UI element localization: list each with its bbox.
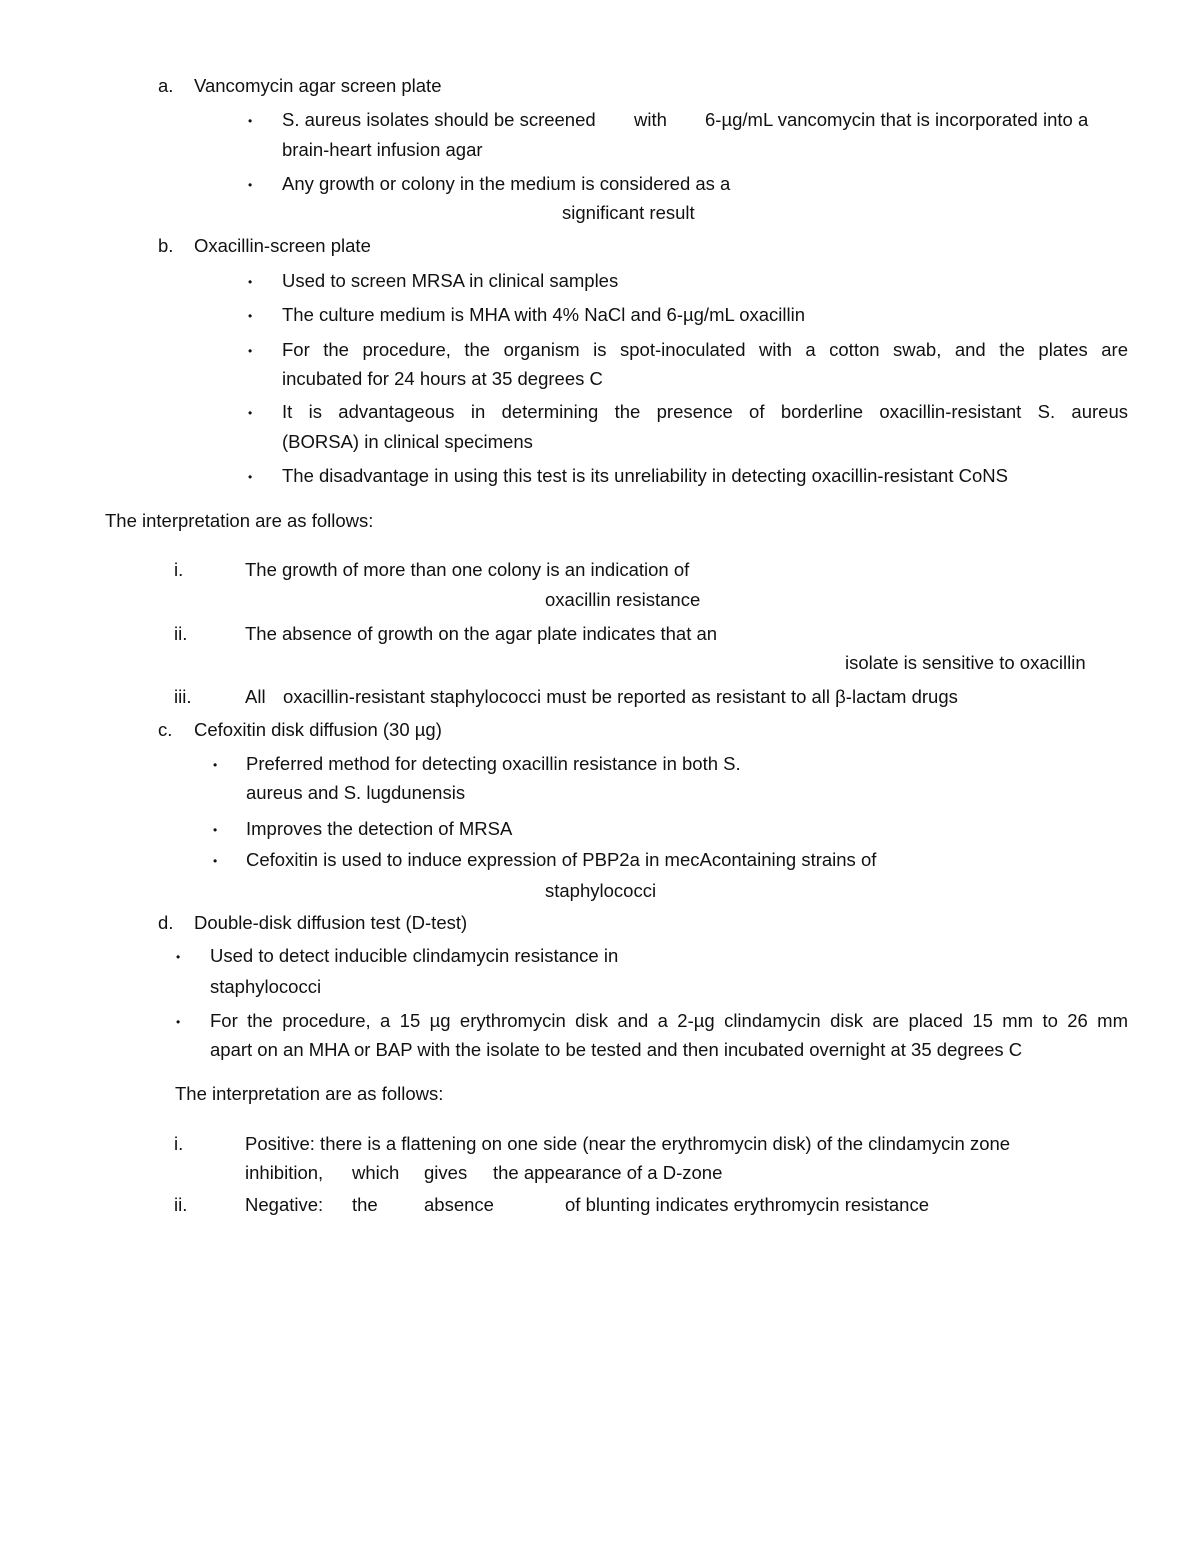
item-marker-iii: iii. (174, 686, 192, 707)
list-item-text: The culture medium is MHA with 4% NaCl and 6-µg/mL oxacillin (282, 304, 806, 325)
list-item-text: isolate is sensitive to oxacillin (845, 652, 1086, 673)
list-item-text: The growth of more than one colony is an indication of (245, 559, 690, 580)
bullet-icon: • (213, 758, 218, 772)
list-item-text: For the procedure, the organism is spot-inoculated with a cotton swab, and the plates are (282, 339, 1128, 360)
bullet-icon: • (248, 470, 253, 484)
list-item-text: oxacillin resistance (545, 589, 701, 610)
bullet-icon: • (248, 275, 253, 289)
bullet-icon: • (176, 950, 181, 964)
bullet-icon: • (248, 309, 253, 323)
interpretation-heading: The interpretation are as follows: (175, 1083, 444, 1104)
section-heading-vancomycin: Vancomycin agar screen plate (194, 75, 442, 96)
list-item-text: of blunting indicates erythromycin resistance (565, 1194, 930, 1215)
list-item-text: oxacillin-resistant staphylococci must be reported as resistant to all β-lactam drugs (283, 686, 958, 707)
interpretation-heading: The interpretation are as follows: (105, 510, 374, 531)
list-item-text: For the procedure, a 15 µg erythromycin disk and a 2-µg clindamycin disk are placed 15 mm to 26 mm (210, 1010, 1128, 1031)
list-item-text: Any growth or colony in the medium is considered as a (282, 173, 731, 194)
item-marker-i: i. (174, 559, 184, 580)
bullet-icon: • (248, 114, 253, 128)
bullet-icon: • (248, 178, 253, 192)
list-item-text: with (634, 109, 667, 130)
list-item-text: staphylococci (210, 976, 322, 997)
list-item-text: staphylococci (545, 880, 657, 901)
list-item-text: Preferred method for detecting oxacillin resistance in both S. (246, 753, 741, 774)
section-marker-a: a. (158, 75, 174, 96)
item-marker-i: i. (174, 1133, 184, 1154)
list-item-text: incubated for 24 hours at 35 degrees C (282, 368, 603, 389)
list-item-text: Improves the detection of MRSA (246, 818, 513, 839)
item-marker-ii: ii. (174, 623, 188, 644)
list-item-text: aureus and S. lugdunensis (246, 782, 466, 803)
item-marker-ii: ii. (174, 1194, 188, 1215)
list-item-text: The disadvantage in using this test is its unreliability in detecting oxacillin-resistant CoNS (282, 465, 1008, 486)
list-item-text: gives (424, 1162, 468, 1183)
section-heading-oxacillin: Oxacillin-screen plate (194, 235, 371, 256)
list-item-text: the (352, 1194, 378, 1215)
section-marker-d: d. (158, 912, 174, 933)
list-item-text: 6-µg/mL vancomycin that is incorporated into a (705, 109, 1089, 130)
list-item-text: S. aureus isolates should be screened (282, 109, 596, 130)
list-item-text: It is advantageous in determining the presence of borderline oxacillin-resistant S. aureus (282, 401, 1128, 422)
list-item-text: which (352, 1162, 400, 1183)
section-heading-dtest: Double-disk diffusion test (D-test) (194, 912, 468, 933)
list-item-text: Negative: (245, 1194, 324, 1215)
list-item-text: (BORSA) in clinical specimens (282, 431, 533, 452)
list-item-text: Used to screen MRSA in clinical samples (282, 270, 619, 291)
bullet-icon: • (248, 344, 253, 358)
list-item-text: absence (424, 1194, 494, 1215)
list-item-text: inhibition, (245, 1162, 324, 1183)
list-item-text: Positive: there is a flattening on one side (near the erythromycin disk) of the clindamycin zone (245, 1133, 1011, 1154)
section-marker-b: b. (158, 235, 174, 256)
list-item-text: significant result (562, 202, 695, 223)
list-item-text: Used to detect inducible clindamycin resistance in (210, 945, 619, 966)
bullet-icon: • (213, 854, 218, 868)
list-item-text: The absence of growth on the agar plate indicates that an (245, 623, 718, 644)
list-item-text: brain-heart infusion agar (282, 139, 483, 160)
list-item-text: Cefoxitin is used to induce expression of PBP2a in mecAcontaining strains of (246, 849, 877, 870)
section-heading-cefoxitin: Cefoxitin disk diffusion (30 µg) (194, 719, 442, 740)
list-item-text: All (245, 686, 266, 707)
list-item-text: apart on an MHA or BAP with the isolate to be tested and then incubated overnight at 35 degrees C (210, 1039, 1023, 1060)
section-marker-c: c. (158, 719, 173, 740)
bullet-icon: • (248, 406, 253, 420)
bullet-icon: • (213, 823, 218, 837)
bullet-icon: • (176, 1015, 181, 1029)
list-item-text: the appearance of a D-zone (493, 1162, 723, 1183)
